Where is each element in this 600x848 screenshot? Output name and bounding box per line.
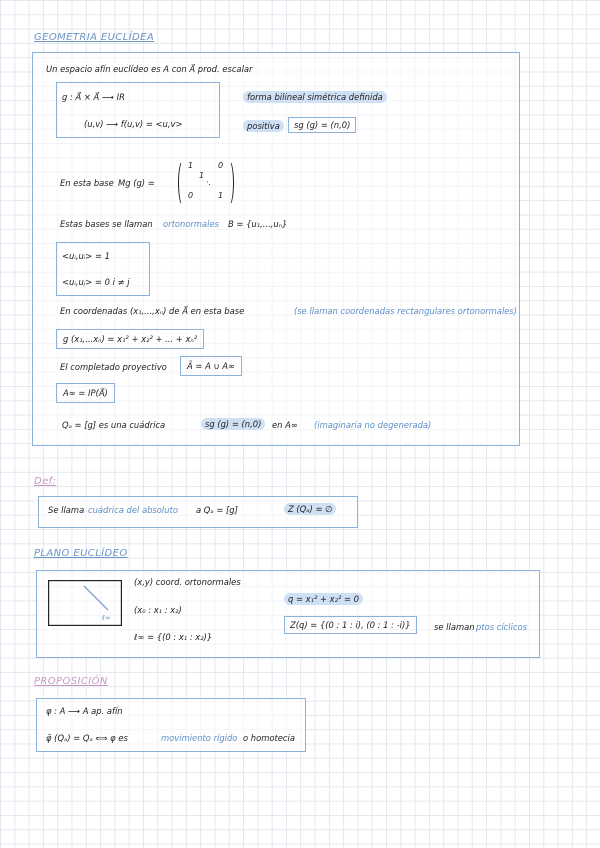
named-text: se llaman bbox=[434, 622, 475, 632]
signature-box: sg (g) = (n,0) bbox=[288, 117, 356, 133]
plane-line-2: (x₀ : x₁ : x₂) bbox=[134, 605, 182, 615]
bases-text: Estas bases se llaman bbox=[60, 219, 153, 229]
def-term: cuádrica del absoluto bbox=[88, 505, 178, 515]
zq-equation: Z(q) = {(0 : 1 : i), (0 : 1 : -i)} bbox=[284, 616, 417, 634]
plane-line-3: ℓ∞ = {(0 : x₁ : x₂)} bbox=[134, 632, 213, 642]
map-line-1: g : A⃗ × A⃗ ⟶ IR bbox=[62, 92, 125, 102]
qa-note: (imaginaria no degenerada) bbox=[314, 420, 432, 430]
def-zero-set: Z (Qₐ) = ∅ bbox=[284, 503, 336, 515]
bilinear-note: forma bilineal simétrica definida bbox=[243, 91, 387, 103]
proj-eq-box: Ã = A ∪ A∞ bbox=[180, 356, 242, 376]
ortho-eq-1: <uᵢ,uᵢ> = 1 bbox=[62, 251, 110, 261]
def-text-post: a Qₐ = [g] bbox=[196, 505, 238, 515]
prop-line-2-post: o homotecia bbox=[243, 733, 296, 743]
matrix-dots: ·. bbox=[206, 178, 212, 187]
section-heading-geometria: GEOMETRIA EUCLÍDEA bbox=[34, 32, 155, 43]
matrix-a12: 0 bbox=[218, 161, 224, 170]
positive-label: positiva bbox=[243, 120, 284, 132]
line-at-infinity bbox=[84, 586, 108, 610]
intro-text: Un espacio afín euclídeo es A con A⃗ prod. escalar bbox=[46, 64, 253, 74]
prop-heading: PROPOSICIÓN bbox=[34, 676, 108, 687]
qa-text: Qₐ = [g] es una cuádrica bbox=[62, 420, 166, 430]
matrix-a11: 1 bbox=[188, 161, 194, 170]
matrix-a22: 1 bbox=[218, 191, 224, 200]
map-line-2: (u,v) ⟶ f(u,v) = <u,v> bbox=[84, 119, 183, 129]
bilinear-map-box bbox=[56, 82, 220, 138]
def-heading: Def: bbox=[34, 476, 57, 487]
bases-term: ortonormales bbox=[163, 219, 219, 229]
ainf-eq-box: A∞ = IP(A⃗) bbox=[56, 383, 115, 403]
right-paren bbox=[224, 160, 234, 206]
identity-matrix bbox=[178, 160, 234, 204]
plane-diagram bbox=[48, 580, 122, 626]
prop-line-2-pre: φ̃ (Qₐ) = Qₐ ⟺ φ es bbox=[46, 733, 128, 743]
proj-text: El completado proyectivo bbox=[60, 362, 167, 372]
qa-signature: sg (g) = (n,0) bbox=[201, 418, 265, 430]
def-text-pre: Se llama bbox=[48, 505, 85, 515]
matrix-a21: 0 bbox=[188, 191, 194, 200]
mg-label: Mg (g) = bbox=[118, 178, 155, 188]
base-text: En esta base bbox=[60, 178, 114, 188]
quadric-eq-box: g (x₁,...xₙ) = x₁² + x₂² + ... + xₙ² bbox=[56, 329, 204, 349]
prop-line-2-term: movimiento rígido bbox=[161, 733, 238, 743]
plane-line-1: (x,y) coord. ortonormales bbox=[134, 577, 241, 587]
left-paren bbox=[178, 160, 188, 206]
prop-line-1: φ : A ⟶ A ap. afín bbox=[46, 706, 123, 716]
coords-note: (se llaman coordenadas rectangulares ortonormales) bbox=[294, 306, 518, 316]
cyclic-points-term: ptos cíclicos bbox=[476, 622, 528, 632]
diagram-label: ℓ∞ bbox=[102, 614, 111, 622]
bases-set: B = {u₁,...,uₙ} bbox=[228, 219, 288, 229]
q-equation: q = x₁² + x₂² = 0 bbox=[284, 593, 363, 605]
qa-mid: en A∞ bbox=[272, 420, 298, 430]
matrix-diag: 1 bbox=[199, 171, 205, 180]
coords-text: En coordenadas (x₁,...,xₙ) de A⃗ en esta base bbox=[60, 306, 245, 316]
plane-heading: PLANO EUCLÍDEO bbox=[34, 548, 128, 559]
ortho-eq-2: <uᵢ,uⱼ> = 0 i ≠ j bbox=[62, 277, 130, 287]
